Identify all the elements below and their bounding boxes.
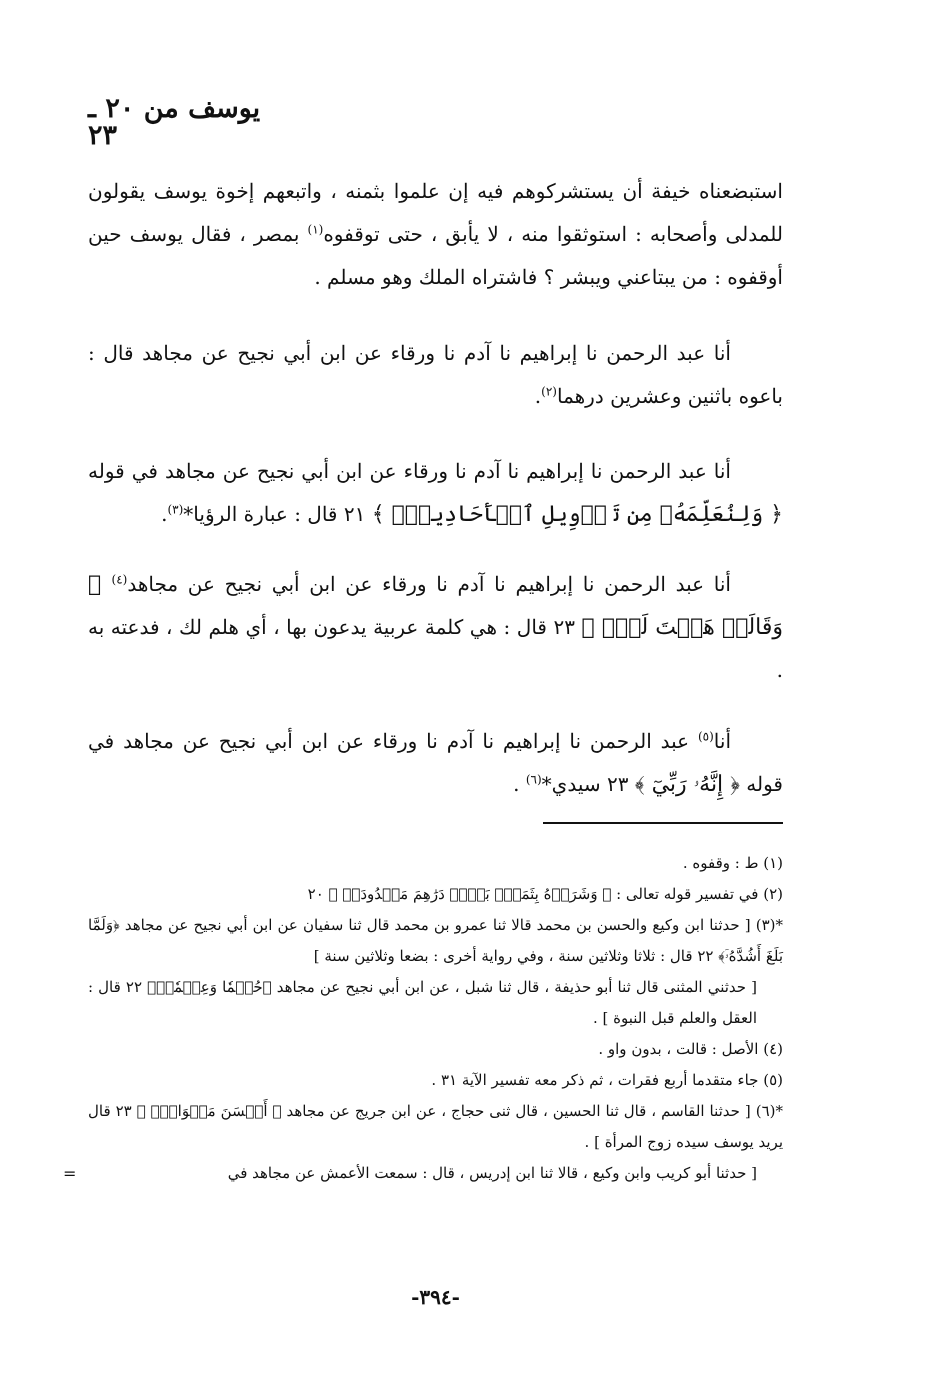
footnote-3-tail: ٢٢ قال : ثلاثا وثلاثين سنة ، وفي رواية أخرى : بضعا وثلاثين سنة ]	[313, 947, 719, 965]
paragraph-3-tail: ٢١ قال : عبارة الرؤيا*	[183, 502, 372, 526]
paragraph-1-text: استبضعناه خيفة أن يستشركوهم فيه إن علموا بثمنه ، واتبعهم إخوة يوسف يقولون للمدلى وأصحابه : استوثقوا منه ، لا يأبق ، حتى توقفوه	[88, 179, 783, 246]
quran-quote: ﴿ وَشَرَوۡهُ بِثَمَنِۭ بَخۡسٖ دَرَٰهِمَ مَعۡدُودَةٖ ﴾	[328, 885, 612, 903]
paragraph-2	[88, 332, 783, 418]
paragraph-3-text: أنا عبد الرحمن نا إبراهيم نا آدم نا ورقاء عن ابن أبي نجيح عن مجاهد في قوله	[88, 459, 731, 483]
footnote-ref-3: (٣)	[167, 502, 184, 517]
footnote-3-cont-text: [ حدثني المثنى قال ثنا أبو حذيفة ، قال ثنا شبل ، عن ابن أبي نجيح عن مجاهد	[271, 978, 757, 996]
footnote-5: (٥) جاء متقدما أربع فقرات ، ثم ذكر معه تفسير الآية ٣١ .	[431, 1071, 783, 1089]
paragraph-4-tail: ٢٣ قال : هي كلمة عربية يدعون بها ، أي هلم لك ، فدعته به .	[88, 615, 783, 682]
book-page	[63, 80, 784, 1330]
footnote-6	[88, 1096, 783, 1158]
footnote-6-continuation	[63, 1158, 757, 1189]
footnote-3-cont-tail: ٢٢ قال : العقل والعلم قبل النبوة ] .	[88, 978, 757, 1027]
footnote-2-text: (٢) في تفسير قوله تعالى :	[611, 885, 783, 903]
paragraph-5	[88, 720, 783, 806]
footnote-ref-6: (٦)	[525, 772, 542, 787]
footnote-2-verse: ٢٠	[307, 885, 329, 903]
quran-quote: ﴿ إِنَّهُۥ رَبِّيٓ ﴾	[634, 772, 740, 797]
footnote-3-continuation	[88, 972, 757, 1034]
footnote-ref-5: (٥)	[697, 729, 714, 744]
quran-quote: ﴿ وَلِنُعَلِّمَهُۥ مِن تَأۡوِيلِ ٱلۡأَحَادِيثِۚ ﴾	[371, 502, 783, 527]
footnote-3	[88, 910, 783, 972]
running-header: يوسف من ٢٠ ـ ٢٣	[88, 93, 261, 151]
paragraph-2-text: أنا عبد الرحمن نا إبراهيم نا آدم نا ورقاء عن ابن أبي نجيح عن مجاهد قال : باعوه باثنين وعشرين درهما	[88, 341, 783, 408]
paragraph-5-start: أنا	[713, 729, 731, 753]
footnote-6-text: *(٦) [ حدثنا القاسم ، قال ثنا الحسين ، قال ثنى حجاج ، عن ابن جريج عن مجاهد	[281, 1102, 783, 1120]
paragraph-1-end: بمصر ، فقال يوسف حين أوقفوه : من يبتاعني ويبشر ؟ فاشتراه الملك وهو مسلم .	[88, 222, 783, 289]
footnote-6-tail: ٢٣ قال يريد يوسف سيده زوج المرأة ] .	[88, 1102, 783, 1151]
footnote-1: (١) ط : وقفوه .	[682, 854, 783, 872]
paragraph-4-text: أنا عبد الرحمن نا إبراهيم نا آدم نا ورقاء عن ابن أبي نجيح عن مجاهد	[127, 572, 731, 596]
paragraph-3-end: .	[161, 502, 168, 526]
page-number: -٣٩٤-	[411, 1285, 460, 1309]
quran-quote: ﴿ أَحۡسَنَ مَثۡوَايَۖ ﴾	[136, 1102, 282, 1120]
footnote-4: (٤) الأصل : قالت ، بدون واو .	[598, 1040, 783, 1058]
quran-quote: ﴿حُكۡمٗا وَعِلۡمٗاۚ﴾	[147, 978, 272, 996]
paragraph-5-tail: ٢٣ سيدي*	[541, 772, 635, 796]
quran-quote: ﴿وَلَمَّا بَلَغَ أَشُدَّهُۥٓ﴾	[88, 916, 783, 965]
paragraph-2-end: .	[534, 384, 542, 408]
footnote-ref-2: (٢)	[541, 384, 557, 399]
footnote-ref-4: (٤)	[111, 572, 128, 587]
footnote-separator	[543, 822, 783, 824]
continuation-mark: =	[63, 1164, 77, 1183]
footnote-3-text: *(٣) [ حدثنا ابن وكيع والحسن بن محمد قالا ثنا عمرو بن محمد قال ثنا سفيان عن ابن أبي نجيح عن مجاهد	[119, 916, 784, 934]
paragraph-1	[88, 170, 783, 299]
footnote-2	[88, 879, 783, 910]
paragraph-5-end: .	[513, 772, 526, 796]
paragraph-4	[88, 563, 783, 692]
footnote-6-cont-text: [ حدثنا أبو كريب وابن وكيع ، قالا ثنا ابن إدريس ، قال : سمعت الأعمش عن مجاهد في	[227, 1164, 757, 1182]
paragraph-3	[88, 450, 783, 536]
paragraph-5-text: عبد الرحمن نا إبراهيم نا آدم نا ورقاء عن ابن أبي نجيح عن مجاهد في قوله	[88, 729, 783, 796]
footnote-ref-1: (١)	[307, 222, 324, 237]
quran-quote: ﴿ وَقَالَتۡ هَيۡتَ لَكَۚ ﴾	[88, 572, 783, 640]
footnotes	[63, 848, 784, 1189]
